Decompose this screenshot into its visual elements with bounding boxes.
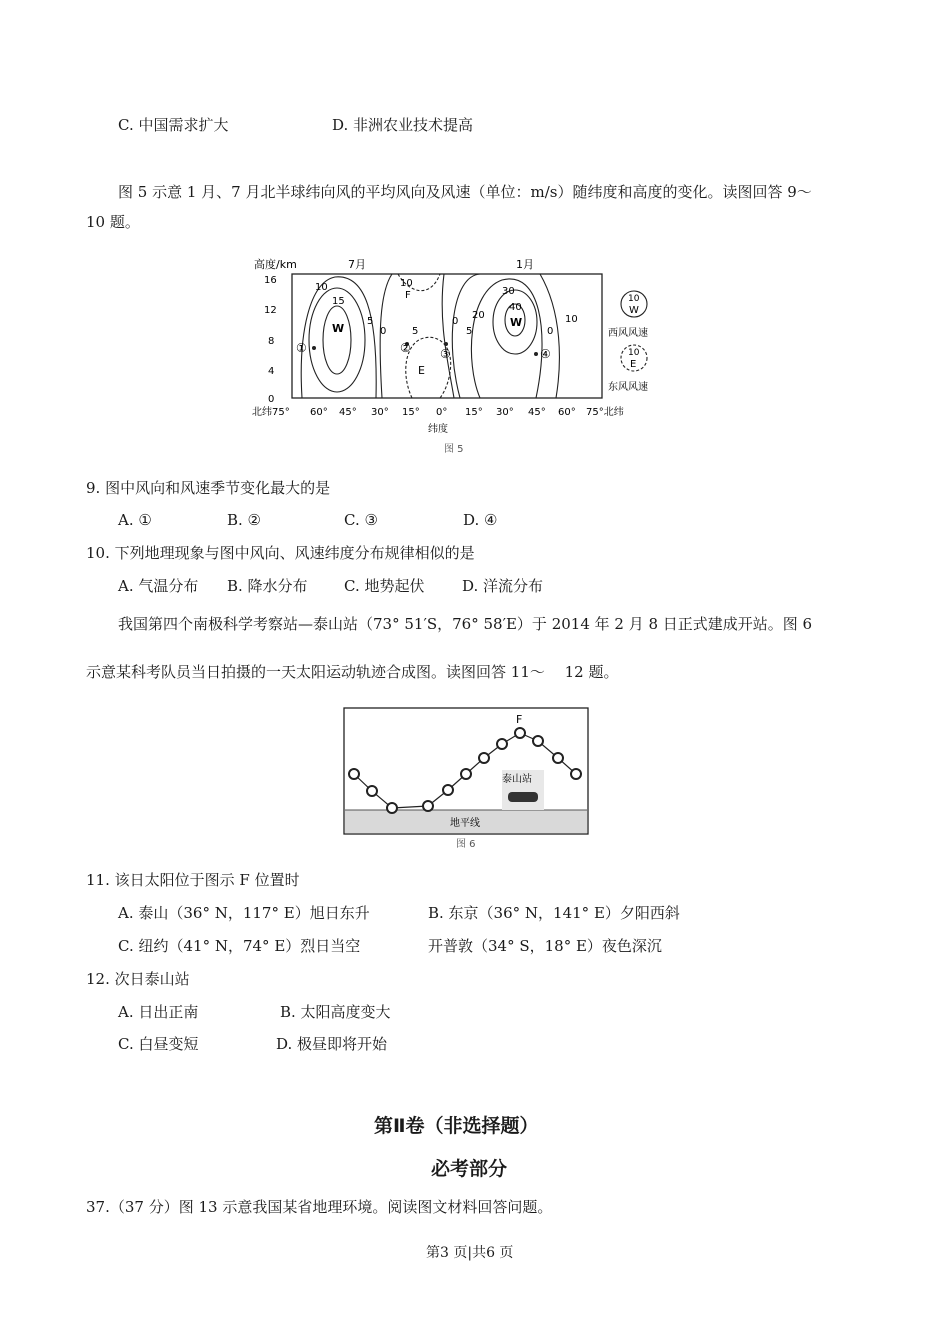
q9-option-c: C. ③ — [344, 511, 378, 529]
q12-option-c: C. 白昼变短 — [118, 1035, 199, 1053]
x-tick: 15° — [465, 407, 483, 418]
q11-stem: 11. 该日太阳位于图示 F 位置时 — [86, 871, 300, 889]
contour-label: 10 — [400, 278, 413, 289]
figure-5-caption: 图 5 — [444, 444, 464, 455]
legend-east-value: 10 — [628, 348, 640, 358]
figure-6 — [340, 704, 596, 852]
marker-2: ② — [400, 341, 411, 355]
legend-west-value: 10 — [628, 294, 640, 304]
x-tick: 60° — [310, 407, 328, 418]
intro-fig5-line2: 10 题。 — [86, 213, 140, 231]
contour-label: 0 — [452, 316, 459, 327]
contour-label: 10 — [565, 314, 578, 325]
contour-label: 5 — [466, 326, 473, 337]
marker-3: ③ — [440, 347, 451, 361]
q11-option-d: 开普敦（34° S，18° E）夜色深沉 — [428, 937, 662, 955]
intro-fig5-line1: 图 5 示意 1 月、7 月北半球纬向风的平均风向及风速（单位：m/s）随纬度和高度的变化。读图回答 9～ — [118, 183, 812, 201]
y-tick: 8 — [268, 336, 275, 347]
marker-dot — [444, 342, 448, 346]
q10-option-c: C. 地势起伏 — [344, 577, 425, 595]
q10-option-d: D. 洋流分布 — [462, 577, 544, 595]
section-title: 第Ⅱ卷（非选择题） — [374, 1115, 539, 1137]
label-f: F — [516, 713, 523, 726]
label-jan: 1月 — [516, 258, 534, 271]
q37-stem: 37.（37 分）图 13 示意我国某省地理环境。阅读图文材料回答问题。 — [86, 1198, 553, 1216]
label-horizon: 地平线 — [450, 818, 480, 829]
q9-option-d: D. ④ — [463, 511, 498, 529]
y-tick: 4 — [268, 366, 275, 377]
q9-option-b: B. ② — [227, 511, 262, 529]
intro-fig6-line2: 示意某科考队员当日拍摄的一天太阳运动轨迹合成图。读图回答 11～ 12 题。 — [86, 663, 619, 681]
contour-label: F — [405, 290, 411, 301]
section-subtitle: 必考部分 — [431, 1158, 508, 1180]
contour-label: 40 — [509, 302, 522, 313]
x-tick: 0° — [436, 407, 448, 418]
legend-west-label: 西风风速 — [608, 328, 648, 339]
q11-option-b: B. 东京（36° N，141° E）夕阳西斜 — [428, 904, 680, 922]
x-tick: 30° — [371, 407, 389, 418]
x-tick: 60° — [558, 407, 576, 418]
label-july: 7月 — [348, 258, 366, 271]
contour-label: 15 — [332, 296, 345, 307]
contour-label: 0 — [380, 326, 387, 337]
q12-option-b: B. 太阳高度变大 — [280, 1003, 391, 1021]
contour-label: 0 — [547, 326, 554, 337]
marker-dot — [312, 346, 316, 350]
q12-option-a: A. 日出正南 — [118, 1003, 199, 1021]
contour-label: 5 — [412, 326, 419, 337]
figure-6-caption: 图 6 — [456, 839, 476, 850]
q11-option-a: A. 泰山（36° N，117° E）旭日东升 — [118, 904, 370, 922]
q8-option-c: C. 中国需求扩大 — [118, 116, 229, 134]
marker-dot — [534, 352, 538, 356]
contour-label: 10 — [315, 282, 328, 293]
q9-option-a: A. ① — [118, 511, 152, 529]
legend-east-letter: E — [630, 359, 637, 370]
x-right-label: 75°北纬 — [586, 407, 624, 418]
page-footer: 第3 页|共6 页 — [426, 1245, 514, 1261]
q12-option-d: D. 极昼即将开始 — [276, 1035, 388, 1053]
q12-stem: 12. 次日泰山站 — [86, 970, 190, 988]
figure-5 — [240, 252, 680, 462]
y-tick: 0 — [268, 394, 275, 405]
label-station: 泰山站 — [502, 774, 532, 785]
q10-stem: 10. 下列地理现象与图中风向、风速纬度分布规律相似的是 — [86, 544, 475, 562]
station-building — [508, 792, 538, 802]
legend-east-label: 东风风速 — [608, 382, 648, 393]
x-axis-title: 纬度 — [428, 424, 448, 435]
y-tick: 12 — [264, 305, 277, 316]
marker-4: ④ — [540, 347, 551, 361]
center-e: E — [418, 364, 425, 377]
y-axis-label: 高度/km — [254, 258, 297, 271]
x-left-label: 北纬75° — [252, 407, 290, 418]
q10-option-a: A. 气温分布 — [118, 577, 199, 595]
q9-stem: 9. 图中风向和风速季节变化最大的是 — [86, 479, 331, 497]
x-tick: 45° — [528, 407, 546, 418]
x-tick: 30° — [496, 407, 514, 418]
contour-label: 30 — [502, 286, 515, 297]
center-w-jan: W — [510, 316, 523, 329]
q10-option-b: B. 降水分布 — [227, 577, 308, 595]
intro-fig6-line1: 我国第四个南极科学考察站—泰山站（73° 51′S，76° 58′E）于 2014 年 2 月 8 日正式建成开站。图 6 — [118, 615, 813, 633]
plot-frame — [292, 274, 602, 398]
x-tick: 15° — [402, 407, 420, 418]
x-tick: 45° — [339, 407, 357, 418]
y-tick: 16 — [264, 275, 277, 286]
marker-1: ① — [296, 341, 307, 355]
legend-west-letter: W — [629, 305, 639, 316]
contour-label: 5 — [367, 316, 374, 327]
center-w-july: W — [332, 322, 345, 335]
contour-label: 20 — [472, 310, 485, 321]
q11-option-c: C. 纽约（41° N，74° E）烈日当空 — [118, 937, 361, 955]
q8-option-d: D. 非洲农业技术提高 — [332, 116, 474, 134]
jan-west-contours — [442, 274, 559, 398]
